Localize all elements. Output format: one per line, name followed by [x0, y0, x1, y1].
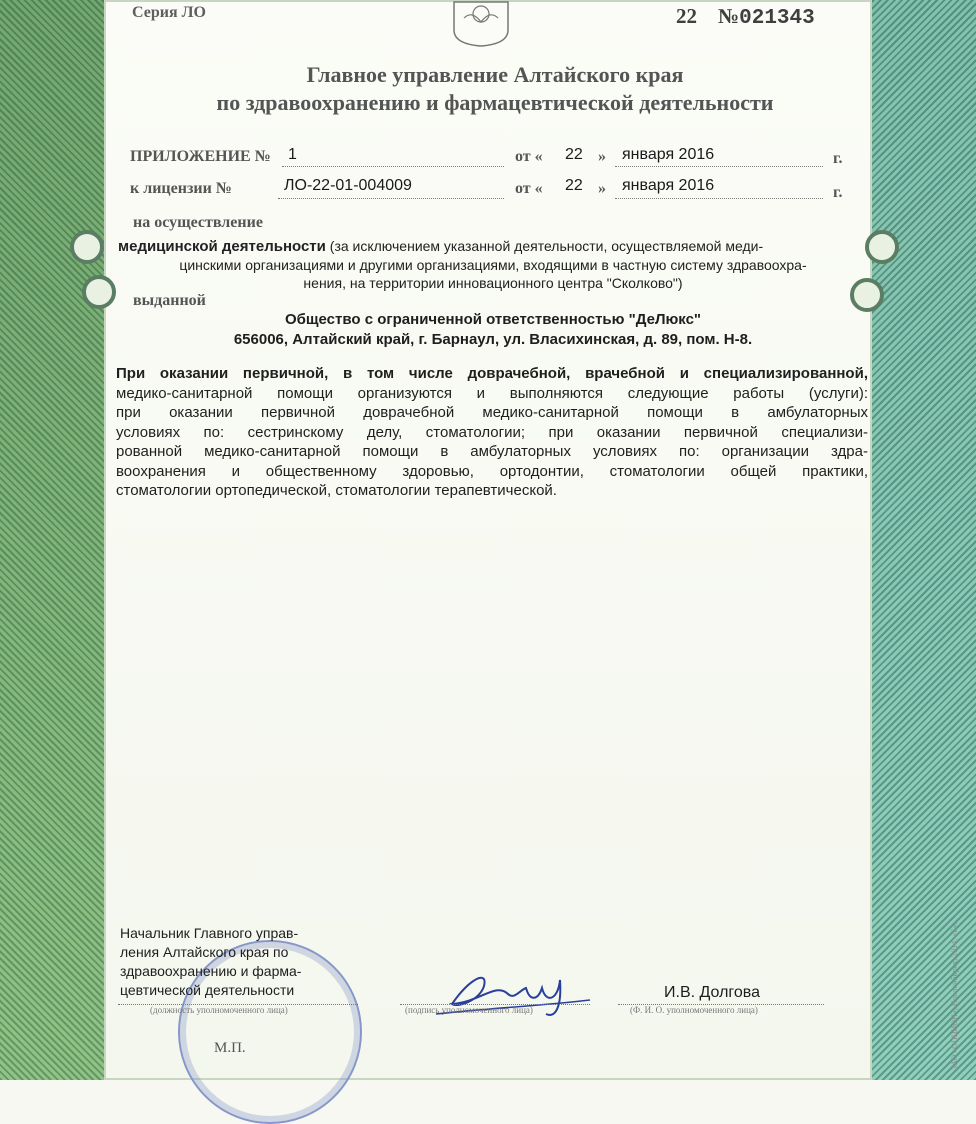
- signatory-name: И.В. Долгова: [664, 984, 761, 1001]
- serial-number: 021343: [739, 7, 815, 30]
- document-series: Серия ЛО: [132, 4, 206, 21]
- license-day: 22: [565, 177, 583, 194]
- license-number-line: [278, 197, 504, 199]
- printer-mark: ЗАО «ОПЦИОН», Новосибирск, 2014, «Б».: [950, 922, 959, 1070]
- license-month-year: января 2016: [622, 177, 715, 194]
- services-line: условиях по: сестринскому делу, стоматологии; при оказании первичной специализи-: [116, 423, 868, 441]
- appendix-number: 1: [288, 146, 297, 163]
- services-line: рованной медико-санитарной помощи в амбулаторных условиях по: организации здра-: [116, 443, 868, 460]
- coat-of-arms-icon: [452, 0, 510, 48]
- position-line: цевтической деятельности: [120, 982, 295, 998]
- services-line: медико-санитарной помощи организуются и выполняются следующие работы (услуги):: [116, 384, 868, 402]
- activity-line-2: цинскими организациями и другими организациями, входящими в частную систему здравоохра-: [179, 257, 807, 273]
- appendix-day: 22: [565, 146, 583, 163]
- appendix-quote: »: [598, 148, 606, 165]
- ornament-icon: [865, 230, 899, 264]
- appendix-date-prefix: от «: [515, 148, 543, 165]
- license-date-line: [615, 197, 823, 199]
- appendix-date-line: [615, 165, 823, 167]
- activity-label: на осуществление: [133, 214, 263, 231]
- services-line: при оказании первичной доврачебной медико-санитарной помощи в амбулаторных: [116, 404, 868, 421]
- services-line: воохранения и общественному здоровью, ортодонтии, стоматологии общей практики,: [116, 462, 868, 480]
- right-decorative-border: [872, 0, 976, 1080]
- appendix-number-line: [282, 165, 504, 167]
- appendix-month-year: января 2016: [622, 146, 715, 163]
- activity-line-1: [118, 238, 868, 255]
- company-address: 656006, Алтайский край, г. Барнаул, ул. Власихинская, д. 89, пом. Н-8.: [233, 331, 753, 348]
- license-number: ЛО-22-01-004009: [284, 177, 412, 194]
- signature-caption: (подпись уполномоченного лица): [405, 1005, 533, 1015]
- position-line: ления Алтайского края по: [120, 944, 289, 960]
- left-decorative-border: [0, 0, 104, 1080]
- license-year-suffix: г.: [833, 184, 843, 201]
- ornament-icon: [70, 230, 104, 264]
- issued-to-label: выданной: [133, 292, 206, 309]
- organization-line-2: по здравоохранению и фармацевтической деятельности: [216, 90, 774, 115]
- services-text: [116, 364, 868, 501]
- license-date-prefix: от «: [515, 180, 543, 197]
- ornament-icon: [82, 275, 116, 309]
- services-line: При оказании первичной, в том числе доврачебной, врачебной и специализированной,: [116, 365, 868, 382]
- appendix-year-suffix: г.: [833, 150, 843, 167]
- activity-line-3: нения, на территории инновационного центра "Сколково"): [303, 275, 683, 291]
- activity-line-1-rest: (за исключением указанной деятельности, осуществляемой меди-: [329, 238, 764, 254]
- seal-place-label: М.П.: [214, 1040, 246, 1056]
- number-label: №: [718, 4, 740, 28]
- position-line: здравоохранению и фарма-: [120, 963, 302, 979]
- series-number: 22: [676, 4, 697, 28]
- company-name: Общество с ограниченной ответственностью "ДеЛюкс": [284, 311, 702, 328]
- position-line: Начальник Главного управ-: [120, 925, 299, 941]
- license-quote: »: [598, 180, 606, 197]
- license-label: к лицензии №: [130, 180, 232, 197]
- activity-title: медицинской деятельности: [118, 238, 326, 255]
- services-line: стоматологии ортопедической, стоматологии терапевтической.: [116, 482, 557, 499]
- signatory-position: [120, 924, 360, 1000]
- name-caption: (Ф. И. О. уполномоченного лица): [630, 1005, 758, 1015]
- organization-line-1: Главное управление Алтайского края: [306, 62, 684, 87]
- appendix-label: ПРИЛОЖЕНИЕ №: [130, 148, 271, 165]
- position-caption: (должность уполномоченного лица): [150, 1005, 288, 1015]
- form-number: [676, 4, 815, 30]
